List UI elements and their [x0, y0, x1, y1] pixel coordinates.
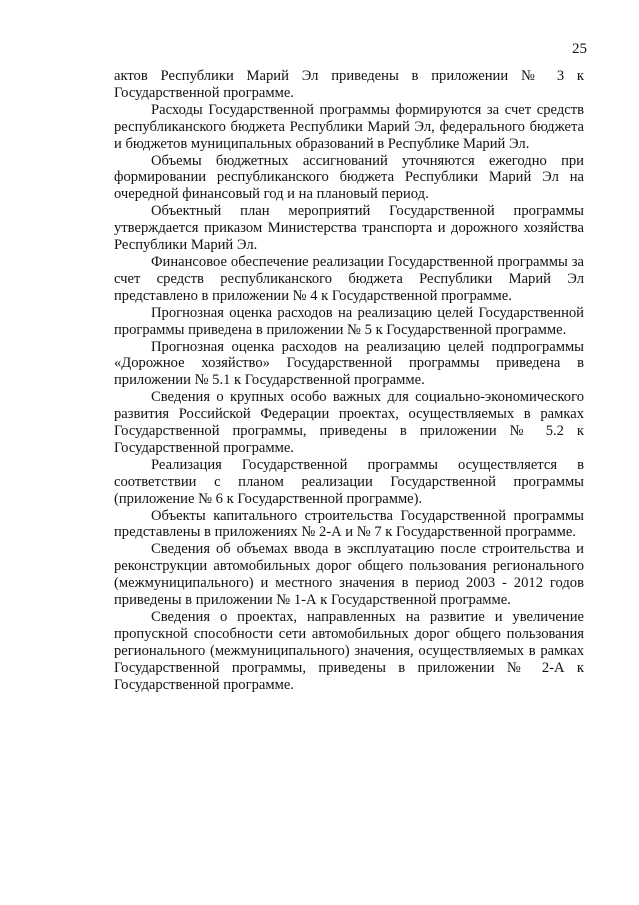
paragraph-10: Объекты капитального строительства Государственной программы представлены в приложениях № 2-А и № 7 к Государственной программе.	[114, 507, 584, 541]
document-body	[114, 68, 584, 694]
page-number: 25	[572, 41, 587, 57]
paragraph-7: Прогнозная оценка расходов на реализацию целей подпрограммы «Дорожное хозяйство» Государственной программы приведена в приложении № 5.1 к Государственной программе.	[114, 338, 584, 389]
paragraph-8: Сведения о крупных особо важных для социально-экономического развития Российской Федерации проектах, осуществляемых в рамках Государственной программы, приведены в приложении № 5.2 к Государственной программе.	[114, 389, 584, 456]
paragraph-1: актов Республики Марий Эл приведены в приложении № 3 к Государственной программе.	[114, 68, 584, 101]
paragraph-6: Прогнозная оценка расходов на реализацию целей Государственной программы приведена в приложении № 5 к Государственной программе.	[114, 304, 584, 338]
paragraph-4: Объектный план мероприятий Государственной программы утверждается приказом Министерства транспорта и дорожного хозяйства Республики Марий Эл.	[114, 203, 584, 254]
paragraph-11: Сведения об объемах ввода в эксплуатацию после строительства и реконструкции автомобильных дорог общего пользования регионального (межмуниципального) и местного значения в период 2003 - 2012 годов приведены в приложении № 1-А к Государственной программе.	[114, 541, 584, 609]
paragraph-5: Финансовое обеспечение реализации Государственной программы за счет средств республиканского бюджета Республики Марий Эл представлено в приложении № 4 к Государственной программе.	[114, 253, 584, 304]
paragraph-9: Реализация Государственной программы осуществляется в соответствии с планом реализации Государственной программы (приложение № 6 к Государственной программе).	[114, 456, 584, 507]
paragraph-2: Расходы Государственной программы формируются за счет средств республиканского бюджета Республики Марий Эл, федерального бюджета и бюджетов муниципальных образований в Республике Марий Эл.	[114, 101, 584, 152]
paragraph-3: Объемы бюджетных ассигнований уточняются ежегодно при формировании республиканского бюджета Республики Марий Эл на очередной финансовый год и на плановый период.	[114, 152, 584, 203]
paragraph-12: Сведения о проектах, направленных на развитие и увеличение пропускной способности сети автомобильных дорог общего пользования регионального (межмуниципального) значения, осуществляемых в рамках Государственной программы, приведены в приложении № 2-А к Государственной программе.	[114, 609, 584, 693]
